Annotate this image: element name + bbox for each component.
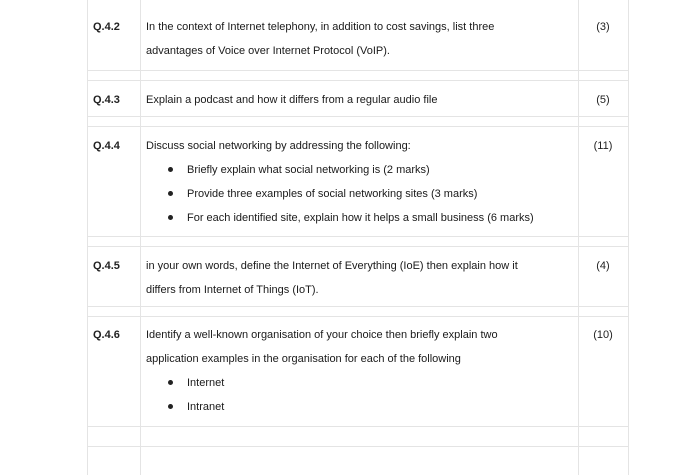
question-line: In the context of Internet telephony, in addition to cost savings, list three [146, 21, 495, 33]
bullet-list [146, 158, 576, 230]
row-separator [87, 70, 629, 71]
bullet-dot-icon [168, 380, 173, 385]
question-line: Discuss social networking by addressing the following: [146, 140, 411, 152]
question-number: Q.4.4 [93, 140, 120, 152]
question-text [146, 88, 576, 112]
question-marks: (5) [596, 94, 610, 106]
bullet-item: For each identified site, explain how it helps a small business (6 marks) [146, 206, 576, 230]
bullet-item: Briefly explain what social networking is (2 marks) [146, 158, 576, 182]
row-separator [87, 316, 629, 317]
question-marks: (11) [593, 140, 613, 152]
bullet-list [146, 371, 576, 419]
question-text [146, 15, 576, 63]
question-number: Q.4.3 [93, 94, 120, 106]
row-separator [87, 236, 629, 237]
bullet-item: Intranet [146, 395, 576, 419]
question-number: Q.4.5 [93, 260, 120, 272]
row-separator [87, 246, 629, 247]
table-divider-marks [578, 0, 579, 475]
bullet-dot-icon [168, 167, 173, 172]
bullet-item: Provide three examples of social networking sites (3 marks) [146, 182, 576, 206]
question-text [146, 134, 576, 230]
table-border-left [87, 0, 88, 475]
question-text [146, 323, 576, 419]
row-separator [87, 446, 629, 447]
question-line: differs from Internet of Things (IoT). [146, 284, 319, 296]
question-number: Q.4.2 [93, 21, 120, 33]
row-separator [87, 306, 629, 307]
bullet-dot-icon [168, 404, 173, 409]
question-marks: (4) [596, 260, 610, 272]
question-line: advantages of Voice over Internet Protocol (VoIP). [146, 45, 390, 57]
question-line: application examples in the organisation for each of the following [146, 353, 461, 365]
bullet-dot-icon [168, 191, 173, 196]
question-number: Q.4.6 [93, 329, 120, 341]
question-text [146, 254, 576, 302]
question-line: Explain a podcast and how it differs from a regular audio file [146, 94, 438, 106]
bullet-dot-icon [168, 215, 173, 220]
row-separator [87, 126, 629, 127]
row-separator [87, 116, 629, 117]
table-border-right [628, 0, 629, 475]
bullet-item: Internet [146, 371, 576, 395]
question-marks: (10) [593, 329, 613, 341]
row-separator [87, 80, 629, 81]
question-marks: (3) [596, 21, 610, 33]
question-line: in your own words, define the Internet of Everything (IoE) then explain how it [146, 260, 518, 272]
table-divider-number [140, 0, 141, 475]
question-line: Identify a well-known organisation of your choice then briefly explain two [146, 329, 498, 341]
row-separator [87, 426, 629, 427]
